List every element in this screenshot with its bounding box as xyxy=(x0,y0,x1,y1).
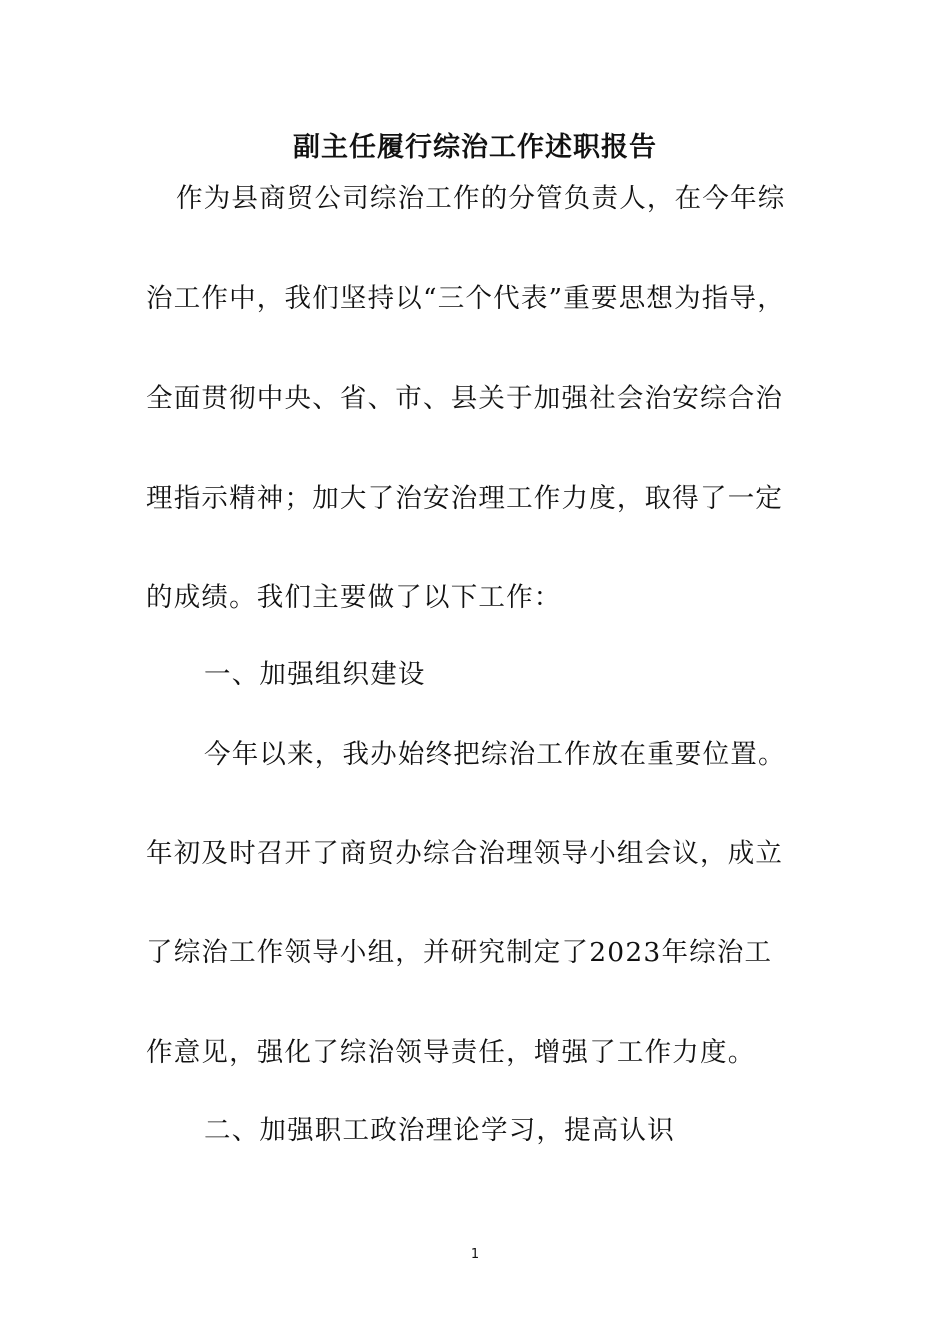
paragraph-line: 的成绩。我们主要做了以下工作： xyxy=(146,582,562,613)
document-title: 副主任履行综治工作述职报告 xyxy=(293,132,657,163)
section-heading: 一、加强组织建设 xyxy=(204,659,426,690)
paragraph-line: 治工作中，我们坚持以“三个代表”重要思想为指导， xyxy=(146,283,785,314)
paragraph-line: 今年以来，我办始终把综治工作放在重要位置。 xyxy=(204,739,786,770)
paragraph-line: 年初及时召开了商贸办综合治理领导小组会议，成立 xyxy=(146,838,784,869)
paragraph-line: 全面贯彻中央、省、市、县关于加强社会治安综合治 xyxy=(146,383,784,414)
paragraph-line: 作意见，强化了综治领导责任，增强了工作力度。 xyxy=(146,1037,756,1068)
paragraph-line: 作为县商贸公司综治工作的分管负责人，在今年综 xyxy=(176,183,786,214)
page-number: 1 xyxy=(470,1247,480,1262)
section-heading: 二、加强职工政治理论学习，提高认识 xyxy=(204,1115,675,1146)
paragraph-line: 理指示精神；加大了治安治理工作力度，取得了一定 xyxy=(146,483,784,514)
paragraph-line: 了综治工作领导小组，并研究制定了2023年综治工 xyxy=(146,937,773,968)
